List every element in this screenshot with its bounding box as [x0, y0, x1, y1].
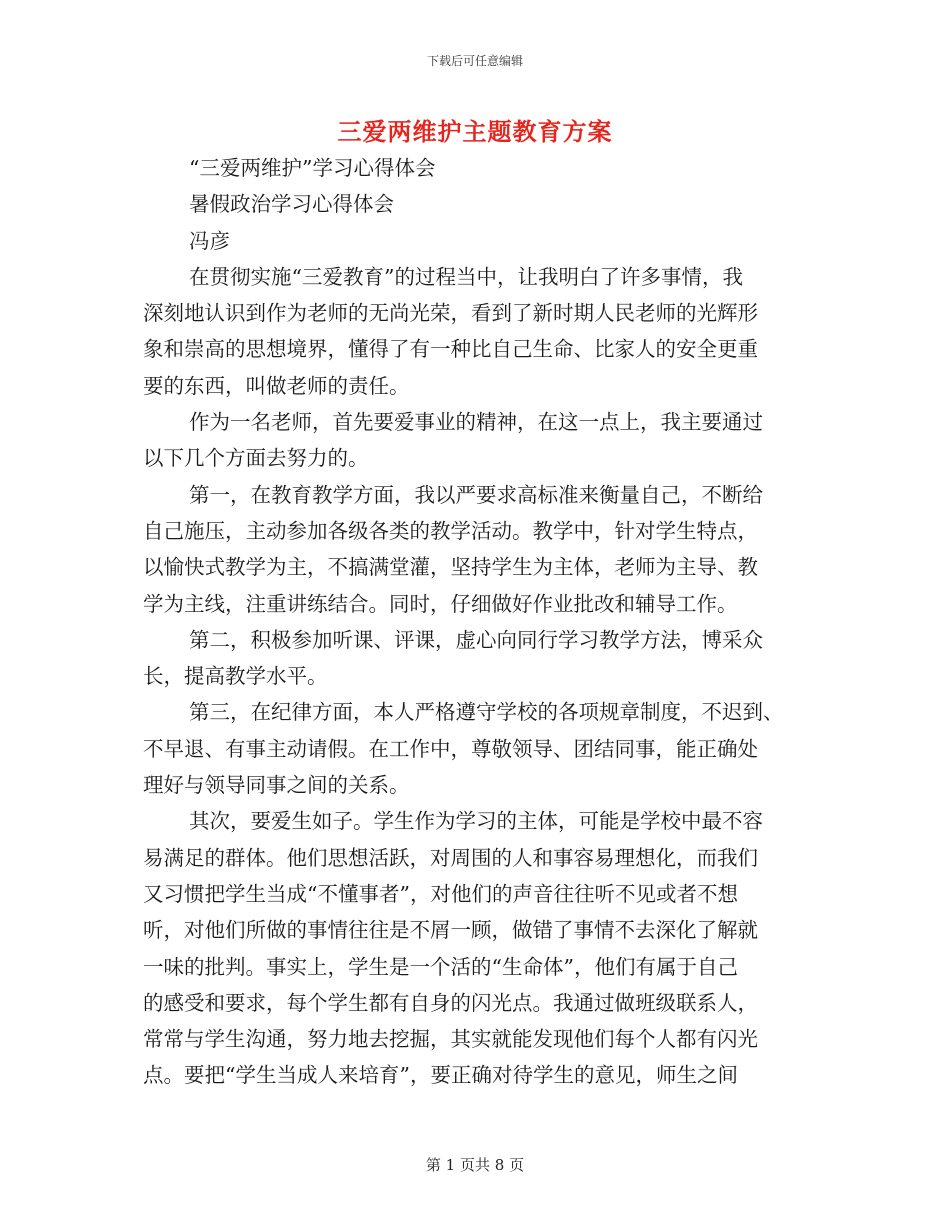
text-line: 第二，积极参加听课、评课，虚心向同行学习教学方法，博采众 — [189, 627, 763, 652]
text-line: 第三，在纪律方面，本人严格遵守学校的各项规章制度，不迟到、 — [189, 700, 784, 725]
text-line: 深刻地认识到作为老师的无尚光荣，看到了新时期人民老师的光辉形 — [143, 301, 758, 326]
text-line: 在贯彻实施“三爱教育”的过程当中，让我明白了许多事情，我 — [189, 264, 743, 289]
page-header: 下载后可任意编辑 — [426, 54, 523, 68]
text-line: 易满足的群体。他们思想活跃，对周围的人和事容易理想化，而我们 — [143, 845, 758, 870]
text-line: 其次，要爱生如子。学生作为学习的主体，可能是学校中最不容 — [189, 809, 763, 834]
text-line: 冯彦 — [189, 228, 230, 253]
text-line: “三爱两维护”学习心得体会 — [189, 156, 436, 180]
document-body — [143, 150, 809, 1094]
text-line: 象和崇高的思想境界，懂得了有一种比自己生命、比家人的安全更重 — [143, 337, 758, 362]
text-line: 要的东西，叫做老师的责任。 — [143, 373, 410, 398]
text-line: 第一，在教育教学方面，我以严要求高标准来衡量自己，不断给 — [189, 482, 763, 507]
page-footer: 第 1 页共 8 页 — [425, 1156, 525, 1174]
text-line: 常常与学生沟通，努力地去挖掘，其实就能发现他们每个人都有闪光 — [143, 1027, 758, 1052]
text-line: 不早退、有事主动请假。在工作中，尊敬领导、团结同事，能正确处 — [143, 736, 758, 761]
text-line: 以下几个方面去努力的。 — [143, 446, 369, 471]
text-line: 暑假政治学习心得体会 — [189, 192, 394, 217]
text-line: 作为一名老师，首先要爱事业的精神，在这一点上，我主要通过 — [189, 410, 763, 435]
text-line: 理好与领导同事之间的关系。 — [143, 773, 410, 798]
text-line: 一味的批判。事实上，学生是一个活的“生命体”，他们有属于自己 — [143, 954, 738, 979]
text-line: 自己施压，主动参加各级各类的教学活动。教学中，针对学生特点， — [143, 518, 758, 543]
text-line: 又习惯把学生当成“不懂事者”，对他们的声音往往听不见或者不想 — [143, 881, 738, 906]
text-line: 点。要把“学生当成人来培育”，要正确对待学生的意见，师生之间 — [143, 1063, 738, 1088]
text-line: 的感受和要求，每个学生都有自身的闪光点。我通过做班级联系人， — [143, 990, 758, 1015]
text-line: 听，对他们所做的事情往往是不屑一顾，做错了事情不去深化了解就 — [143, 918, 758, 943]
text-line: 以愉快式教学为主，不搞满堂灌，坚持学生为主体，老师为主导、教 — [143, 555, 758, 580]
document-title: 三爱两维护主题教育方案 — [337, 117, 613, 146]
text-line: 长，提高教学水平。 — [143, 664, 328, 689]
text-line: 学为主线，注重讲练结合。同时，仔细做好作业批改和辅导工作。 — [143, 591, 738, 616]
